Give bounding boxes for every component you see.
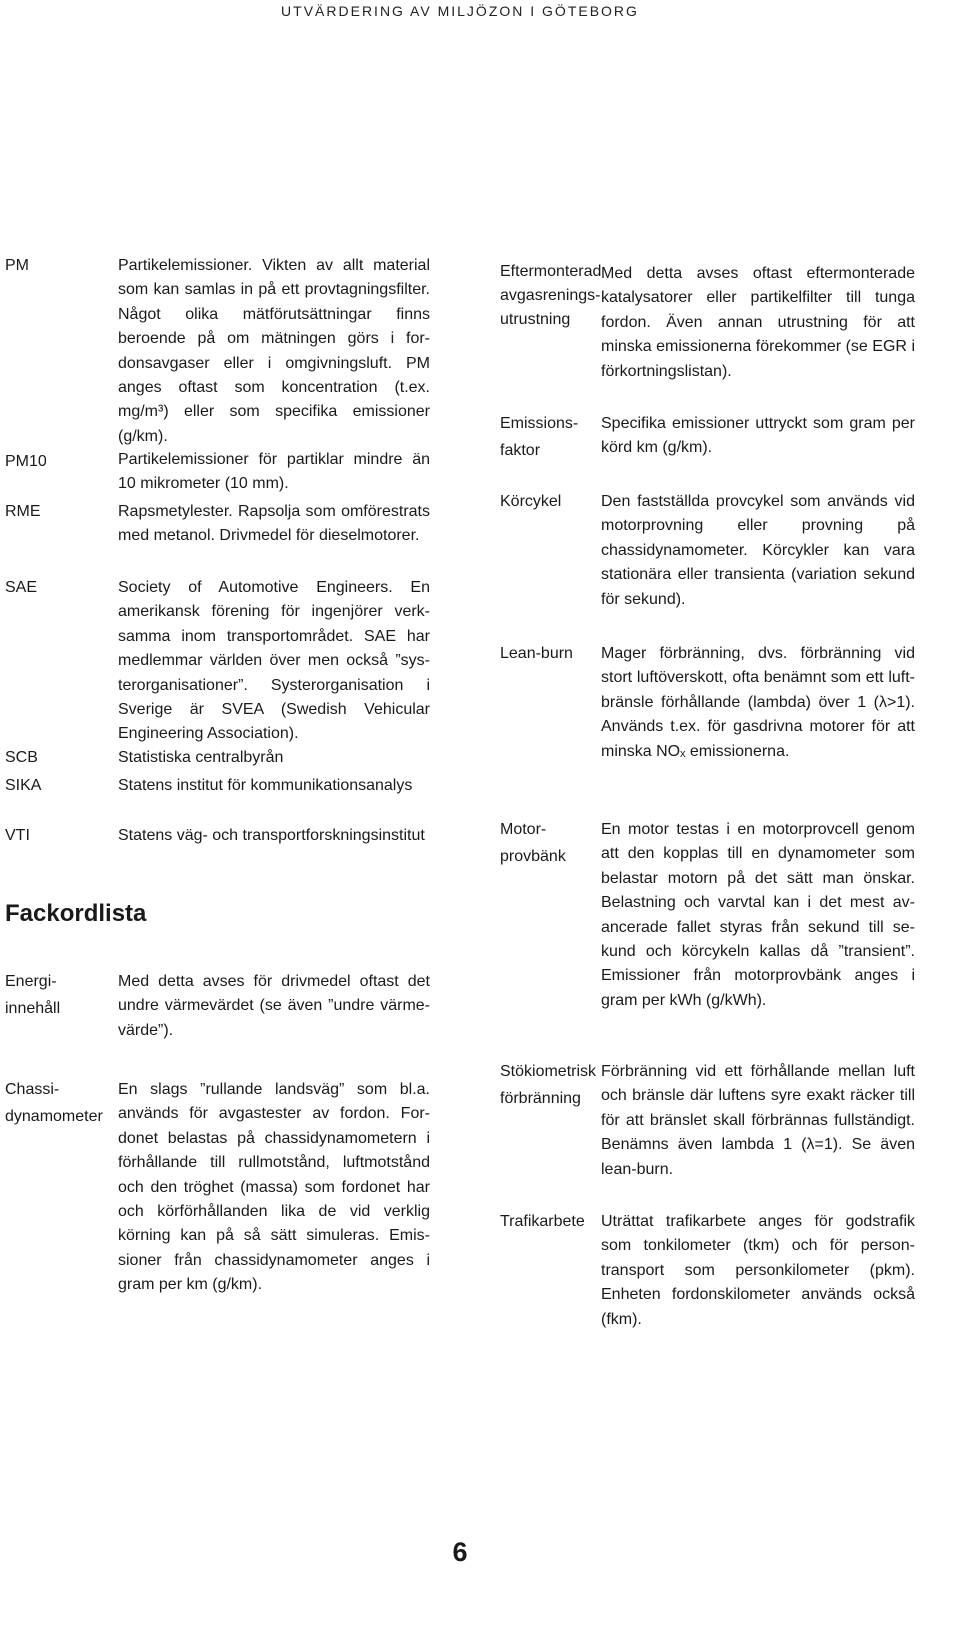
glossary-definition: Med detta avses för drivmedel oftast det undre värmevärdet (se även ”undre värme-värde”). xyxy=(118,973,430,1039)
glossary-definition: En motor testas i en motorprovcell genom att den kopplas till en dynamometer som belastar motorn på det sätt man önskar. Belastning och varvtal kan i det mest avancerade fallet styras från sekund till sekund och körcykeln kallas då ”transient”. Emissioner från motorprovbänk anges i gram per kWh (g/kWh). xyxy=(601,821,915,1009)
glossary-term: Motor- provbänk xyxy=(500,821,566,865)
glossary-term: Eftermonterad avgasrenings- utrustning xyxy=(500,263,602,328)
abbreviation-term: PM xyxy=(5,257,29,274)
abbreviation-term: PM10 xyxy=(5,453,47,470)
glossary-definition: Den fastställda provcykel som används vid motorprovning eller provning på chassidynamometer. Körcykler kan vara stationära eller transienta (variation sekund för sekund). xyxy=(601,493,915,608)
glossary-definition: Mager förbränning, dvs. förbränning vid stort luftöverskott, ofta benämnt som ett luft-bränsle förhållande (lambda) över 1 (λ>1). Används t.ex. för gasdrivna motorer för att minska NOₓ emissionerna. xyxy=(601,645,915,760)
abbreviation-term: RME xyxy=(5,503,41,520)
glossary-term: Chassi- dynamometer xyxy=(5,1081,103,1125)
abbreviation-term: SAE xyxy=(5,579,38,596)
abbreviation-definition: Statistiska centralbyrån xyxy=(118,749,284,766)
abbreviation-definition: Partikelemissioner. Vikten av allt material som kan samlas in på ett provtagningsfilter. Något olika mätförutsättningar finns beroende på om mätningen görs i fordonsavgaser eller i omgivningsluft. PM anges oftast som koncentration (t.ex. mg/m³) eller som specifika emissioner (g/km). xyxy=(118,257,430,445)
glossary-term: Energi- innehåll xyxy=(5,973,61,1017)
running-header: UTVÄRDERING AV MILJÖZON I GÖTEBORG xyxy=(281,3,639,19)
abbreviation-definition: Statens institut för kommunikationsanalys xyxy=(118,777,413,794)
glossary-definition: Med detta avses oftast eftermonterade katalysatorer eller partikelfilter till tunga fordon. Även annan utrustning för att minska emissionerna förekommer (se EGR i förkortningslistan). xyxy=(601,265,915,380)
glossary-definition: En slags ”rullande landsväg” som bl.a. används för avgastester av fordon. Fordonet belastas på chassidynamometern i förhållande till rullmotstånd, luftmotstånd och den tröghet (massa) som fordonet har och körförhållanden lika de vid verklig körning kan på så sätt simuleras. Emissioner från chassidynamometer anges i gram per km (g/km). xyxy=(118,1081,430,1294)
abbreviation-term: VTI xyxy=(5,827,30,844)
glossary-term: Emissions- faktor xyxy=(500,415,579,459)
glossary-definition: Förbränning vid ett förhållande mellan luft och bränsle där luftens syre exakt räcker till för att bränslet skall förbrännas fullständigt. Benämns även lambda 1 (λ=1). Se även lean-burn. xyxy=(601,1063,915,1178)
glossary-term: Trafikarbete xyxy=(500,1213,585,1230)
abbreviation-definition: Partikelemissioner för partiklar mindre än 10 mikrometer (10 mm). xyxy=(118,451,430,493)
glossary-definition: Uträttat trafikarbete anges för godstrafik som tonkilometer (tkm) och för persontransport som personkilometer (pkm). Enheten fordonskilometer används också (fkm). xyxy=(601,1213,915,1328)
abbreviation-definition: Society of Automotive Engineers. En amerikansk förening för ingenjörer verksamma inom transportområdet. SAE har medlemmar världen över men också ”systerorganisationer”. Systerorganisation i Sverige är SVEA (Swedish Vehicular Engineering Association). xyxy=(118,579,430,743)
glossary-term: Stökiometrisk förbränning xyxy=(500,1063,597,1107)
abbreviation-definition: Rapsmetylester. Rapsolja som omförestrats med metanol. Drivmedel för dieselmotorer. xyxy=(118,503,430,545)
glossary-term: Körcykel xyxy=(500,493,562,510)
page-number: 6 xyxy=(452,1537,468,1567)
glossary-definition: Specifika emissioner uttryckt som gram per körd km (g/km). xyxy=(601,415,915,457)
glossary-heading: Fackordlista xyxy=(5,900,147,927)
abbreviation-definition: Statens väg- och transportforskningsinstitut xyxy=(118,827,425,844)
abbreviation-term: SIKA xyxy=(5,777,42,794)
glossary-term: Lean-burn xyxy=(500,645,573,662)
abbreviation-term: SCB xyxy=(5,749,38,766)
